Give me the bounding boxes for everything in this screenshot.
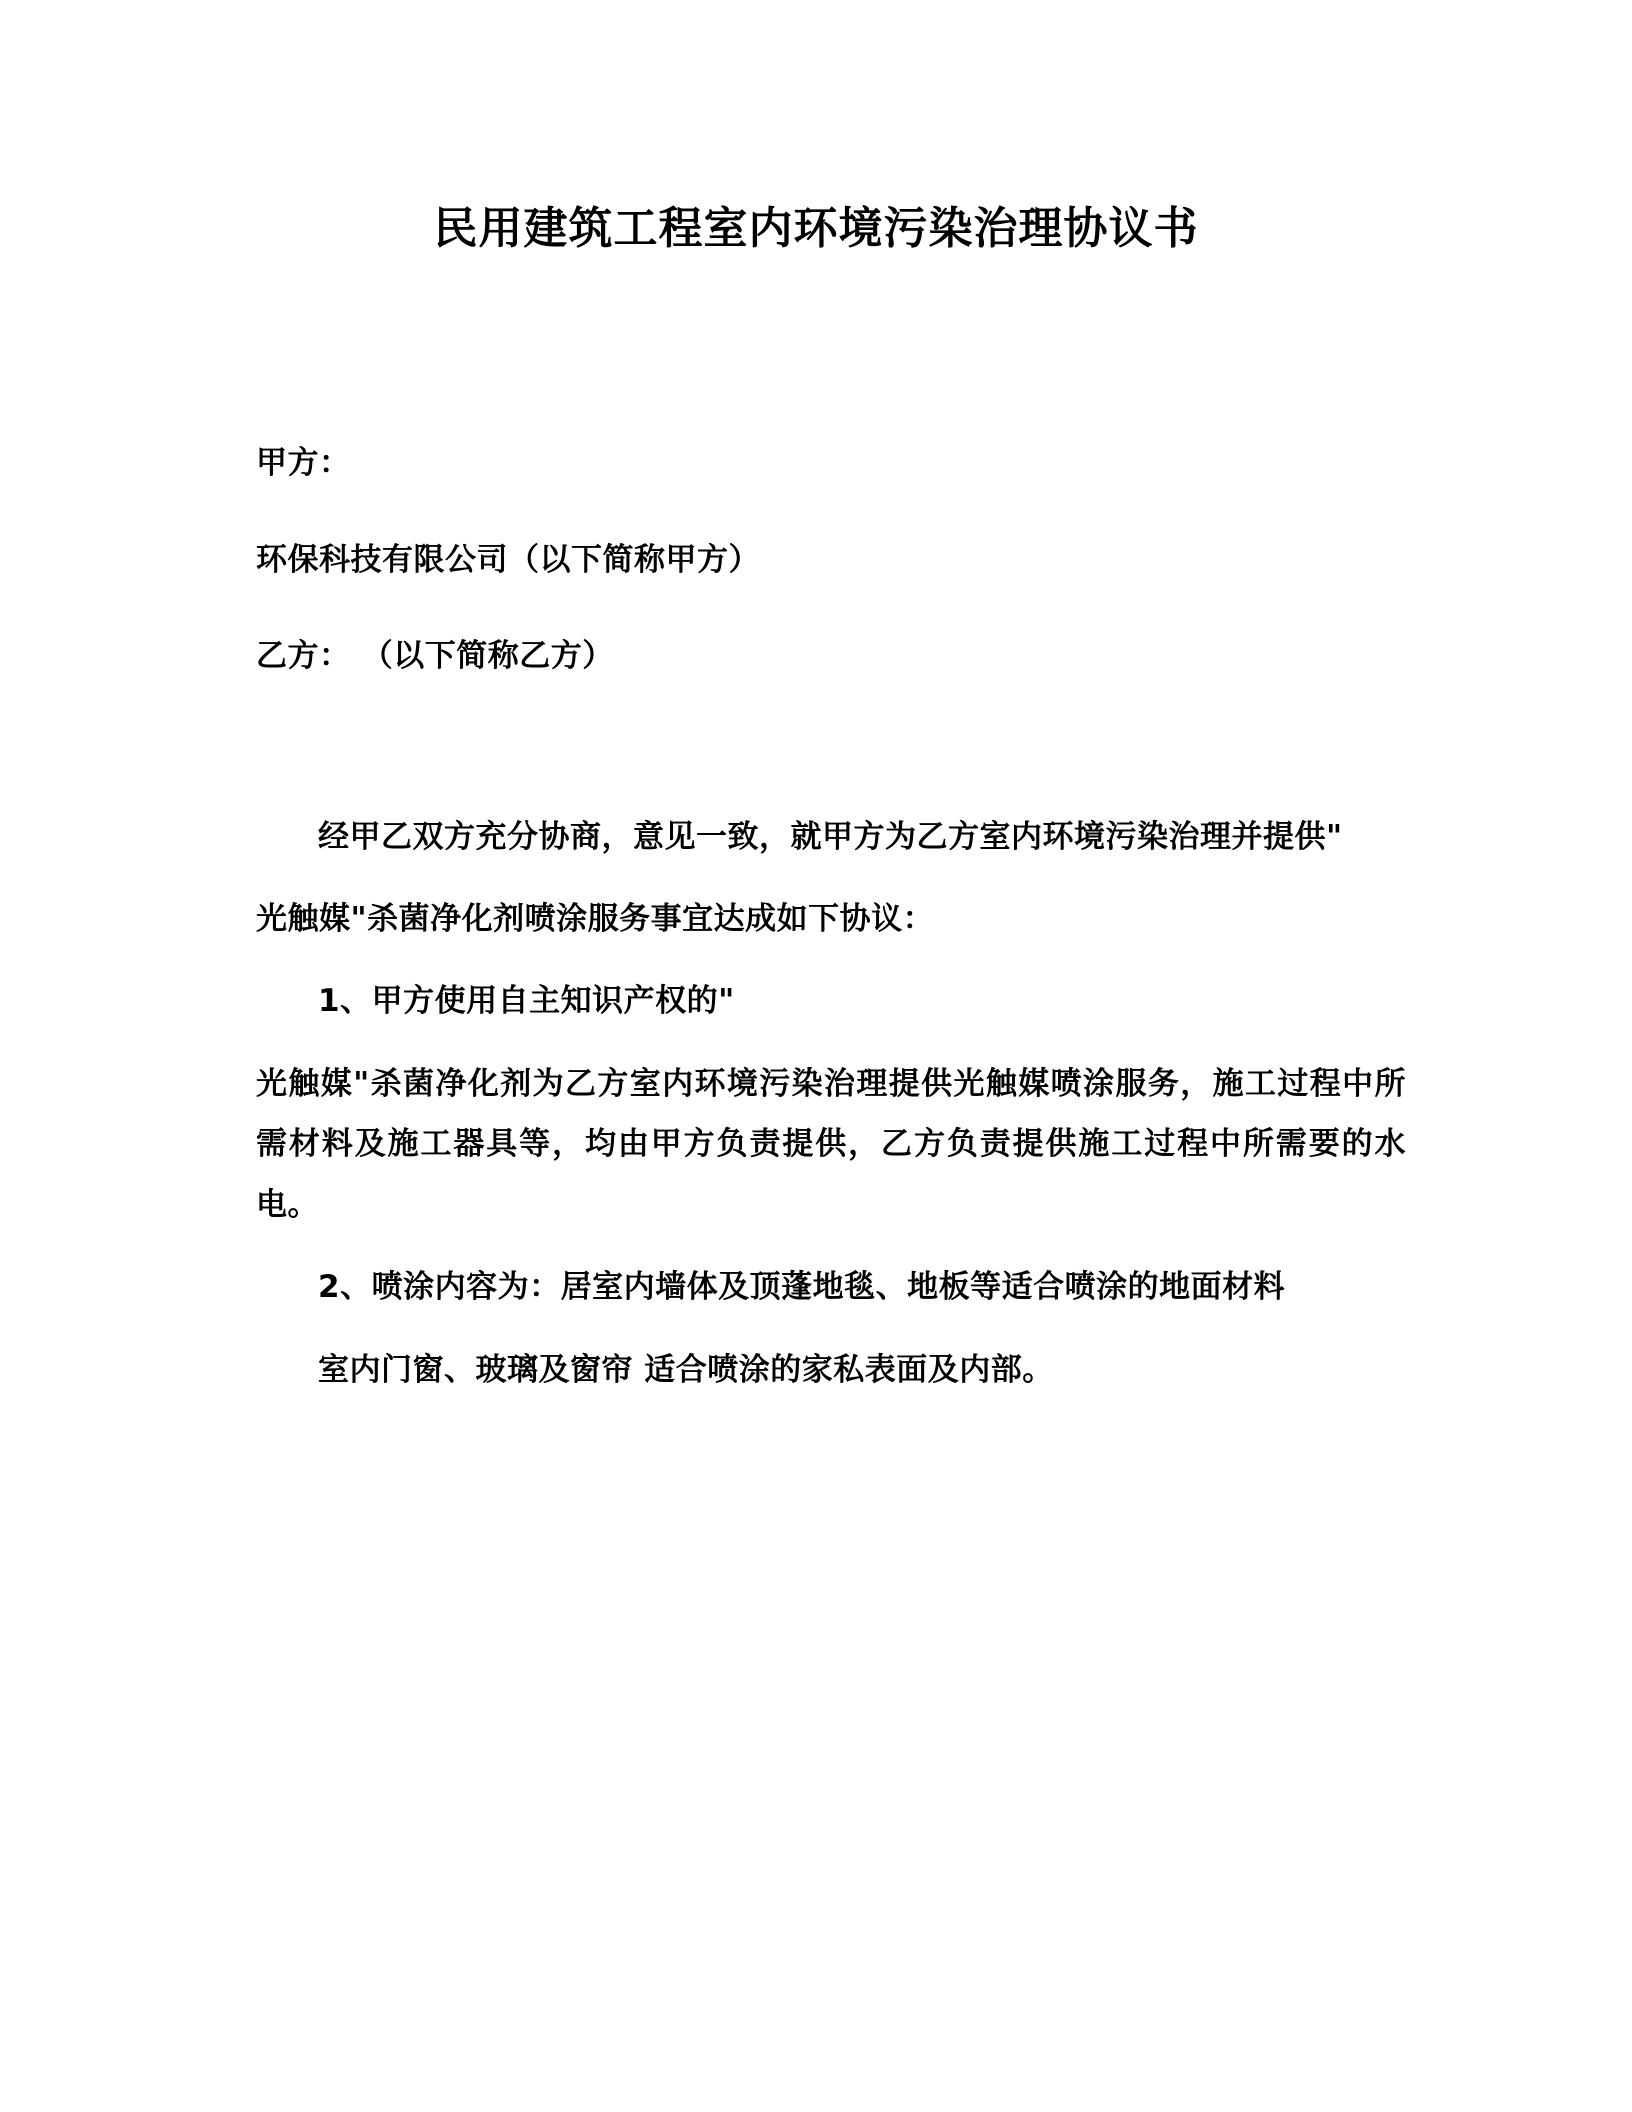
title-spacer	[0, 257, 1632, 433]
section-gap	[256, 687, 1406, 807]
page-title: 民用建筑工程室内环境污染治理协议书	[433, 203, 1199, 254]
paragraph-clause-2: 2、喷涂内容为：居室内墙体及顶蓬地毯、地板等适合喷涂的地面材料	[318, 1269, 1286, 1306]
paragraph-gap	[256, 1032, 1406, 1054]
paragraph-gap	[256, 949, 1406, 971]
document-body	[226, 433, 1406, 1400]
paragraph-party-a-label: 甲方：	[256, 445, 351, 482]
paragraph-gap	[256, 494, 1406, 530]
paragraph-clause-2-continued: 室内门窗、玻璃及窗帘 适合喷涂的家私表面及内部。	[318, 1351, 1054, 1388]
paragraph-gap	[256, 867, 1406, 889]
paragraph-party-a-name: 环保科技有限公司（以下简称甲方）	[256, 541, 760, 578]
paragraph-party-b-label: 乙方： （以下简称乙方）	[256, 638, 614, 675]
paragraph-clause-1-continued: 光触媒"杀菌净化剂为乙方室内环境污染治理提供光触媒喷涂服务，施工过程中所需材料及施工器具等，均由甲方负责提供，乙方负责提供施工过程中所需要的水电。	[256, 1065, 1406, 1223]
paragraph-gap	[256, 590, 1406, 626]
paragraph-preamble-continued: 光触媒"杀菌净化剂喷涂服务事宜达成如下协议：	[256, 900, 935, 937]
paragraph-gap	[256, 1318, 1406, 1340]
paragraph-clause-1: 1、甲方使用自主知识产权的"	[318, 983, 735, 1020]
paragraph-gap	[256, 1235, 1406, 1257]
paragraph-preamble: 经甲乙双方充分协商，意见一致，就甲方为乙方室内环境污染治理并提供"	[318, 818, 1343, 855]
